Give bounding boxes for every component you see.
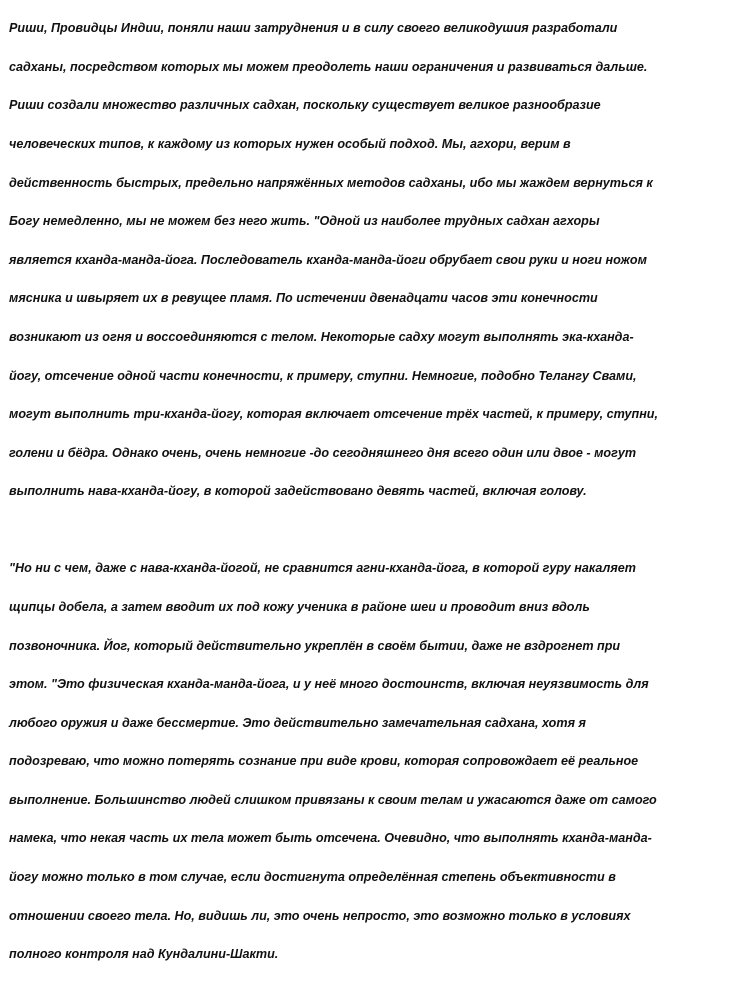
text-line: позвоночника. Йог, который действительно укреплён в своём бытии, даже не вздрогнет при bbox=[9, 638, 621, 653]
document-body bbox=[9, 0, 731, 984]
paragraph-2 bbox=[9, 540, 731, 984]
text-line: "Но ни с чем, даже с нава-кханда-йогой, не сравнится агни-кханда-йога, в которой гуру накаляет bbox=[9, 561, 637, 576]
text-line: йогу можно только в том случае, если достигнута определённая степень объективности в bbox=[9, 870, 616, 885]
text-line: возникают из огня и воссоединяются с телом. Некоторые садху могут выполнять эка-кханда- bbox=[9, 330, 634, 345]
text-line: выполнение. Большинство людей слишком привязаны к своим телам и ужасаются даже от самого bbox=[9, 792, 657, 807]
text-line: намека, что некая часть их тела может быть отсечена. Очевидно, что выполнять кханда-манда- bbox=[9, 831, 652, 846]
text-line: полного контроля над Кундалини-Шакти. bbox=[9, 947, 279, 962]
paragraph-1 bbox=[9, 0, 731, 521]
text-line: голени и бёдра. Однако очень, очень немногие -до сегодняшнего дня всего один или двое - могут bbox=[9, 445, 637, 460]
text-line: щипцы добела, а затем вводит их под кожу ученика в районе шеи и проводит вниз вдоль bbox=[9, 599, 590, 614]
paragraph-gap bbox=[9, 521, 731, 540]
text-line: человеческих типов, к каждому из которых нужен особый подход. Мы, агхори, верим в bbox=[9, 137, 571, 152]
text-line: могут выполнить три-кханда-йогу, которая включает отсечение трёх частей, к примеру, ступни, bbox=[9, 407, 658, 422]
text-line: выполнить нава-кханда-йогу, в которой задействовано девять частей, включая голову. bbox=[9, 484, 587, 499]
text-line: Риши создали множество различных садхан, поскольку существует великое разнообразие bbox=[9, 98, 601, 113]
text-line: подозреваю, что можно потерять сознание при виде крови, которая сопровождает её реальное bbox=[9, 754, 639, 769]
text-line: является кханда-манда-йога. Последователь кханда-манда-йоги обрубает свои руки и ноги ножом bbox=[9, 252, 647, 267]
text-line: Риши, Провидцы Индии, поняли наши затруднения и в силу своего великодушия разработали bbox=[9, 21, 618, 36]
text-line: мясника и швыряет их в ревущее пламя. По истечении двенадцати часов эти конечности bbox=[9, 291, 598, 306]
text-line: этом. "Это физическая кханда-манда-йога, и у неё много достоинств, включая неуязвимость для bbox=[9, 677, 649, 692]
text-line: Богу немедленно, мы не можем без него жить. "Одной из наиболее трудных садхан агхоры bbox=[9, 214, 600, 229]
text-line: отношении своего тела. Но, видишь ли, это очень непросто, это возможно только в условиях bbox=[9, 908, 631, 923]
text-line: любого оружия и даже бессмертие. Это действительно замечательная садхана, хотя я bbox=[9, 715, 586, 730]
text-line: действенность быстрых, предельно напряжённых методов садханы, ибо мы жаждем вернуться к bbox=[9, 175, 653, 190]
text-line: йогу, отсечение одной части конечности, к примеру, ступни. Немногие, подобно Телангу Свами, bbox=[9, 368, 637, 383]
text-line: садханы, посредством которых мы можем преодолеть наши ограничения и развиваться дальше. bbox=[9, 59, 648, 74]
